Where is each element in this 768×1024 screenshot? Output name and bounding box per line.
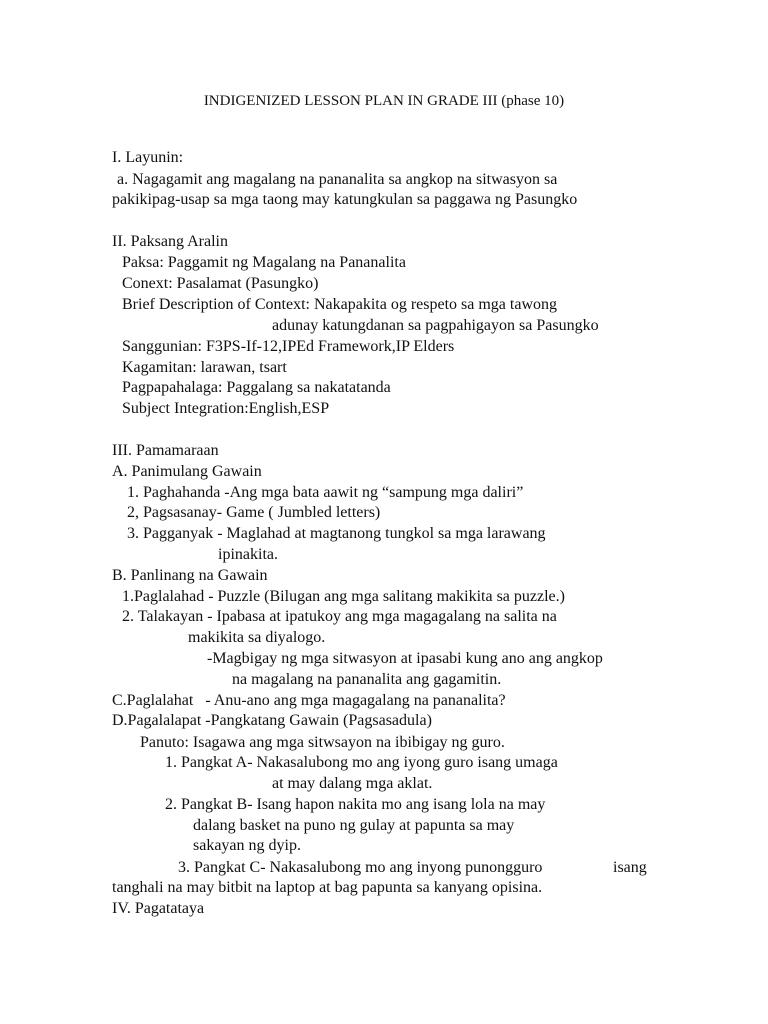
sanggunian-line: Sanggunian: F3PS-If-12,IPEd Framework,IP Elders (122, 338, 455, 355)
list-item: 1. Pangkat A- Nakasalubong mo ang iyong guro isang umaga (165, 754, 558, 771)
list-item: makikita sa diyalogo. (188, 629, 326, 646)
document-title: INDIGENIZED LESSON PLAN IN GRADE III (phase 10) (203, 93, 565, 109)
subsection-heading-b: B. Panlinang na Gawain (112, 567, 268, 584)
list-item: 1. Paghahanda -Ang mga bata aawit ng “sampung mga daliri” (127, 484, 524, 501)
list-item: tanghali na may bitbit na laptop at bag papunta sa kanyang opisina. (112, 879, 543, 896)
subsection-heading-d: D.Pagalalapat -Pangkatang Gawain (Pagsasadula) (112, 712, 432, 729)
section-heading-paksang-aralin: II. Paksang Aralin (112, 233, 228, 250)
kagamitan-line: Kagamitan: larawan, tsart (122, 359, 287, 376)
objective-line: pakikipag-usap sa mga taong may katungkulan sa paggawa ng Pasungko (112, 191, 578, 208)
list-item: 3. Pangkat C- Nakasalubong mo ang inyong punongguro (178, 859, 543, 876)
list-item: 2, Pagsasanay- Game ( Jumbled letters) (127, 504, 381, 521)
list-item: 2. Talakayan - Ipabasa at ipatukoy ang mga magagalang na salita na (122, 608, 557, 625)
brief-description-line: Brief Description of Context: Nakapakita og respeto sa mga tawong (122, 296, 557, 313)
objective-line: a. Nagagamit ang magalang na pananalita sa angkop na sitwasyon sa (117, 171, 558, 188)
subsection-line-c: C.Paglalahat - Anu-ano ang mga magagalang na pananalita? (112, 692, 506, 709)
list-item: 2. Pangkat B- Isang hapon nakita mo ang isang lola na may (165, 796, 546, 813)
list-item: dalang basket na puno ng gulay at papunta sa may (193, 817, 515, 834)
section-heading-pagatataya: IV. Pagatataya (112, 900, 205, 917)
list-item: sakayan ng dyip. (193, 837, 301, 854)
list-item: isang (613, 859, 647, 876)
list-item: ipinakita. (218, 546, 278, 563)
section-heading-layunin: I. Layunin: (112, 149, 184, 166)
conext-line: Conext: Pasalamat (Pasungko) (122, 275, 319, 292)
paksa-line: Paksa: Paggamit ng Magalang na Pananalita (122, 254, 406, 271)
list-item: 1.Paglalahad - Puzzle (Bilugan ang mga salitang makikita sa puzzle.) (122, 588, 565, 605)
list-item: na magalang na pananalita ang gagamitin. (232, 671, 502, 688)
brief-description-line: adunay katungdanan sa pagpahigayon sa Pasungko (272, 317, 599, 334)
list-item: at may dalang mga aklat. (272, 775, 433, 792)
panuto-line: Panuto: Isagawa ang mga sitwsayon na ibibigay ng guro. (140, 734, 505, 751)
pagpapahalaga-line: Pagpapahalaga: Paggalang sa nakatatanda (122, 379, 391, 396)
section-heading-pamamaraan: III. Pamamaraan (112, 442, 219, 459)
subject-integration-line: Subject Integration:English,ESP (122, 400, 330, 417)
subsection-heading-a: A. Panimulang Gawain (112, 463, 262, 480)
list-item: -Magbigay ng mga sitwasyon at ipasabi kung ano ang angkop (207, 650, 603, 667)
list-item: 3. Pagganyak - Maglahad at magtanong tungkol sa mga larawang (127, 525, 546, 542)
